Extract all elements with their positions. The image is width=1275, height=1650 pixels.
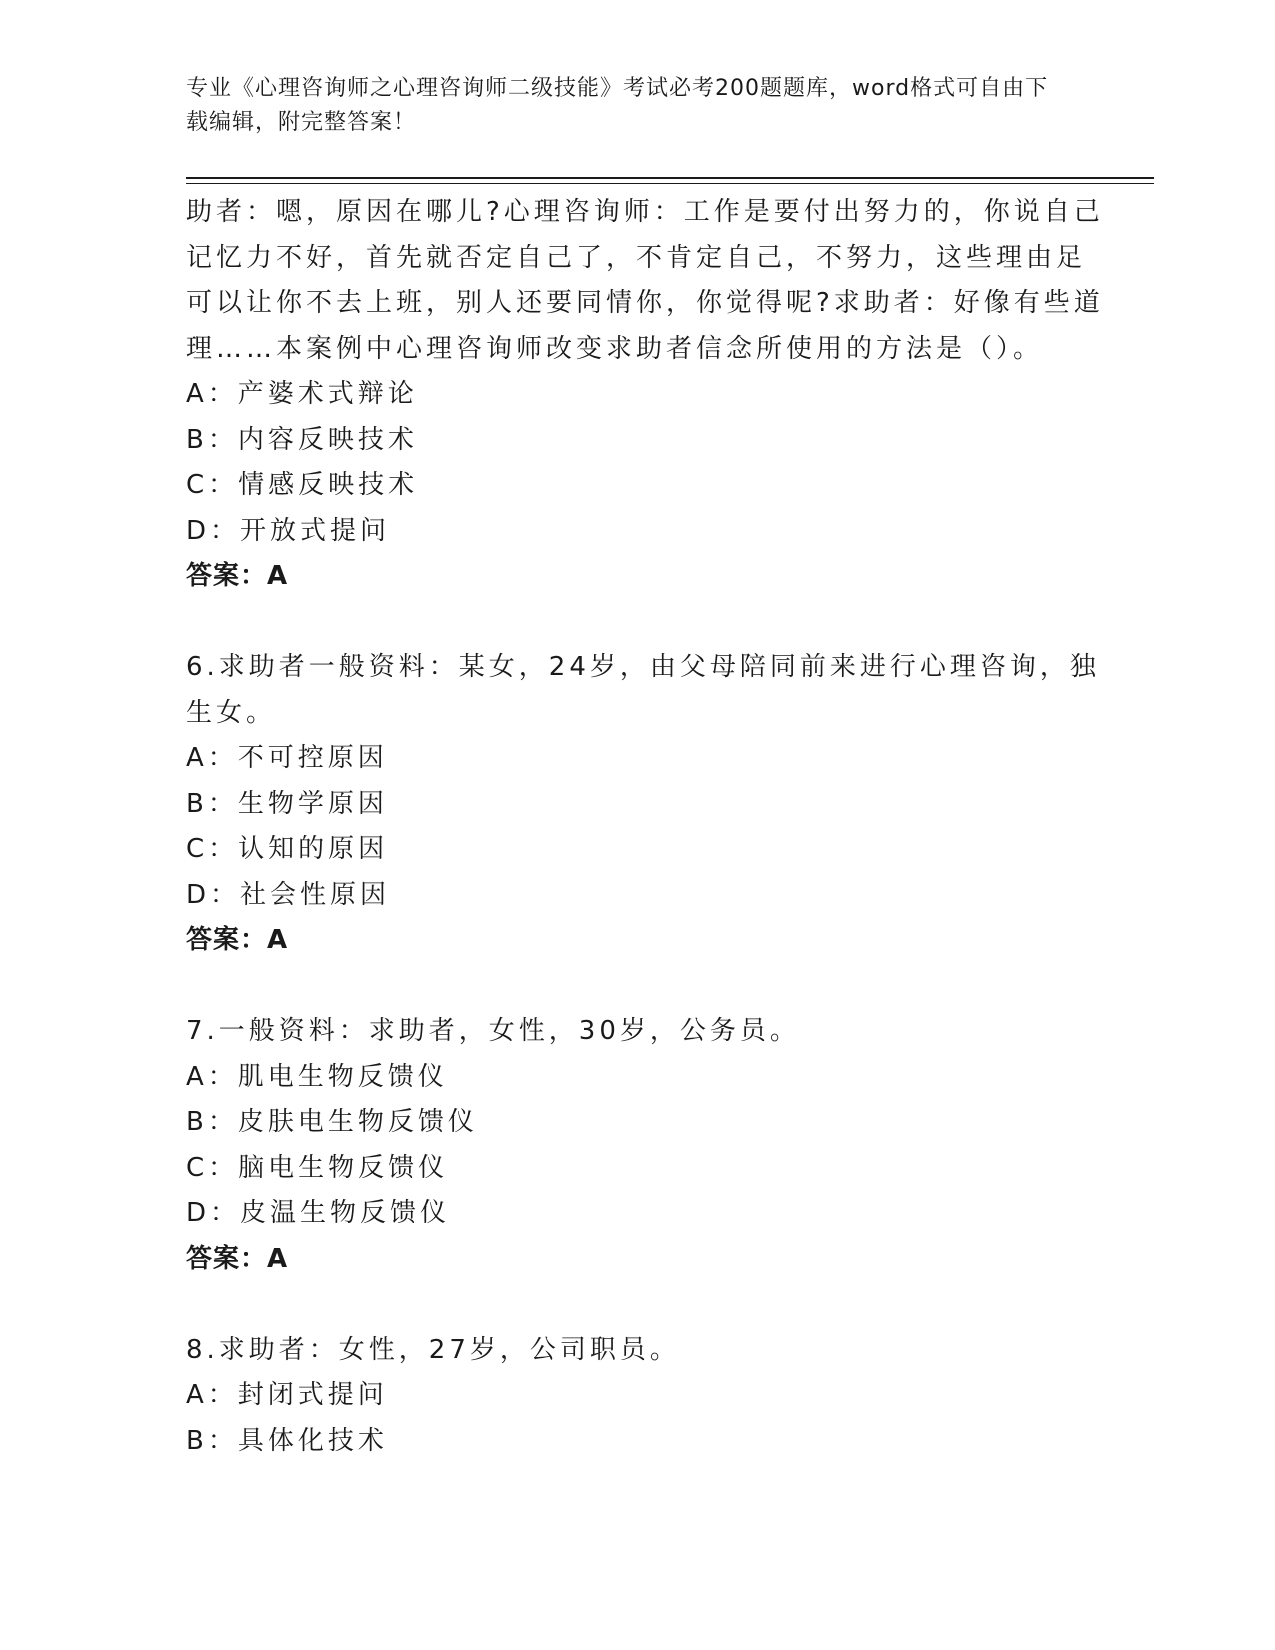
option-b: B：皮肤电生物反馈仪 <box>186 1107 478 1137</box>
answer-line: 答案：A <box>186 1243 289 1274</box>
spacer <box>186 964 1076 1010</box>
option-a: A：肌电生物反馈仪 <box>186 1061 448 1092</box>
option-a: A：封闭式提问 <box>186 1380 388 1410</box>
header-divider-thick <box>186 177 1154 179</box>
spacer <box>186 1282 1076 1328</box>
question-stem-line: 可以让你不去上班，别人还要同情你，你觉得呢?求助者：好像有些道 <box>186 288 1104 318</box>
question-5 <box>186 190 1104 600</box>
option-d: D：皮温生物反馈仪 <box>186 1198 451 1228</box>
question-6 <box>186 645 1100 964</box>
question-stem-line: 7.一般资料：求助者，女性，30岁，公务员。 <box>186 1016 800 1046</box>
option-d: D：开放式提问 <box>186 515 391 546</box>
option-c: C：情感反映技术 <box>186 470 419 500</box>
option-c: C：脑电生物反馈仪 <box>186 1152 449 1183</box>
question-stem-line: 生女。 <box>186 697 277 728</box>
header-divider-thin <box>186 183 1154 184</box>
option-b: B：生物学原因 <box>186 788 388 819</box>
question-stem-line: 8.求助者：女性，27岁，公司职员。 <box>186 1334 680 1365</box>
option-c: C：认知的原因 <box>186 834 389 864</box>
option-b: B：具体化技术 <box>186 1425 388 1456</box>
question-stem-line: 6.求助者一般资料：某女，24岁，由父母陪同前来进行心理咨询，独 <box>186 652 1100 682</box>
option-a: A：产婆术式辩论 <box>186 379 418 409</box>
document-header: 专业《心理咨询师之心理咨询师二级技能》考试必考200题题库，word格式可自由下载编辑，附完整答案！ <box>186 76 1049 135</box>
question-7 <box>186 1009 1076 1282</box>
question-stem-line: 理……本案例中心理咨询师改变求助者信念所使用的方法是（）。 <box>186 333 1044 364</box>
option-a: A：不可控原因 <box>186 743 388 773</box>
option-b: B：内容反映技术 <box>186 424 418 455</box>
question-8 <box>186 1328 1076 1465</box>
option-d: D：社会性原因 <box>186 879 391 910</box>
answer-line: 答案：A <box>186 561 289 591</box>
question-stem-line: 助者：嗯，原因在哪儿?心理咨询师：工作是要付出努力的，你说自己 <box>186 197 1104 227</box>
question-stem-line: 记忆力不好，首先就否定自己了，不肯定自己，不努力，这些理由足 <box>186 242 1087 273</box>
answer-line: 答案：A <box>186 925 289 955</box>
document-body <box>186 190 1104 1464</box>
spacer <box>186 600 1076 646</box>
